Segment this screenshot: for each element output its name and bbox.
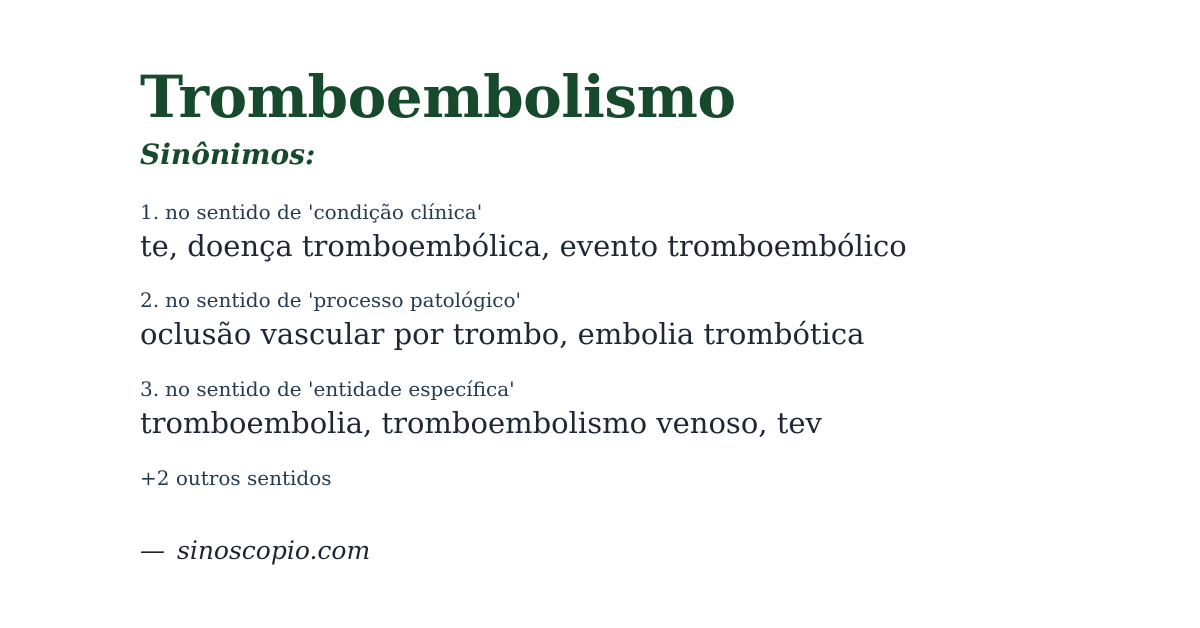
- more-senses-link[interactable]: +2 outros sentidos: [140, 465, 332, 490]
- page-title: Tromboembolismo: [140, 63, 736, 131]
- sense-synonyms: te, doença tromboembólica, evento tromboembólico: [140, 228, 907, 263]
- synonyms-heading: Sinônimos:: [140, 138, 316, 171]
- sense-number: 2.: [140, 288, 160, 313]
- source-site: sinoscopio.com: [177, 535, 371, 565]
- senses-list: [140, 200, 1150, 441]
- sense-label: [140, 200, 1150, 224]
- sense-item: [140, 200, 1150, 264]
- attribution-dash: —: [140, 535, 165, 565]
- sense-item: [140, 377, 1150, 441]
- sense-synonyms: tromboembolia, tromboembolismo venoso, tev: [140, 406, 822, 441]
- sense-synonyms: oclusão vascular por trombo, embolia trombótica: [140, 317, 865, 352]
- sense-context: no sentido de 'condição clínica': [165, 199, 483, 224]
- sense-label: [140, 288, 1150, 312]
- sense-context: no sentido de 'processo patológico': [165, 288, 522, 313]
- sense-context: no sentido de 'entidade específica': [165, 377, 515, 402]
- sense-number: 1.: [140, 199, 160, 224]
- sense-item: [140, 288, 1150, 352]
- sense-label: [140, 377, 1150, 401]
- attribution: [140, 536, 1150, 566]
- sense-number: 3.: [140, 377, 160, 402]
